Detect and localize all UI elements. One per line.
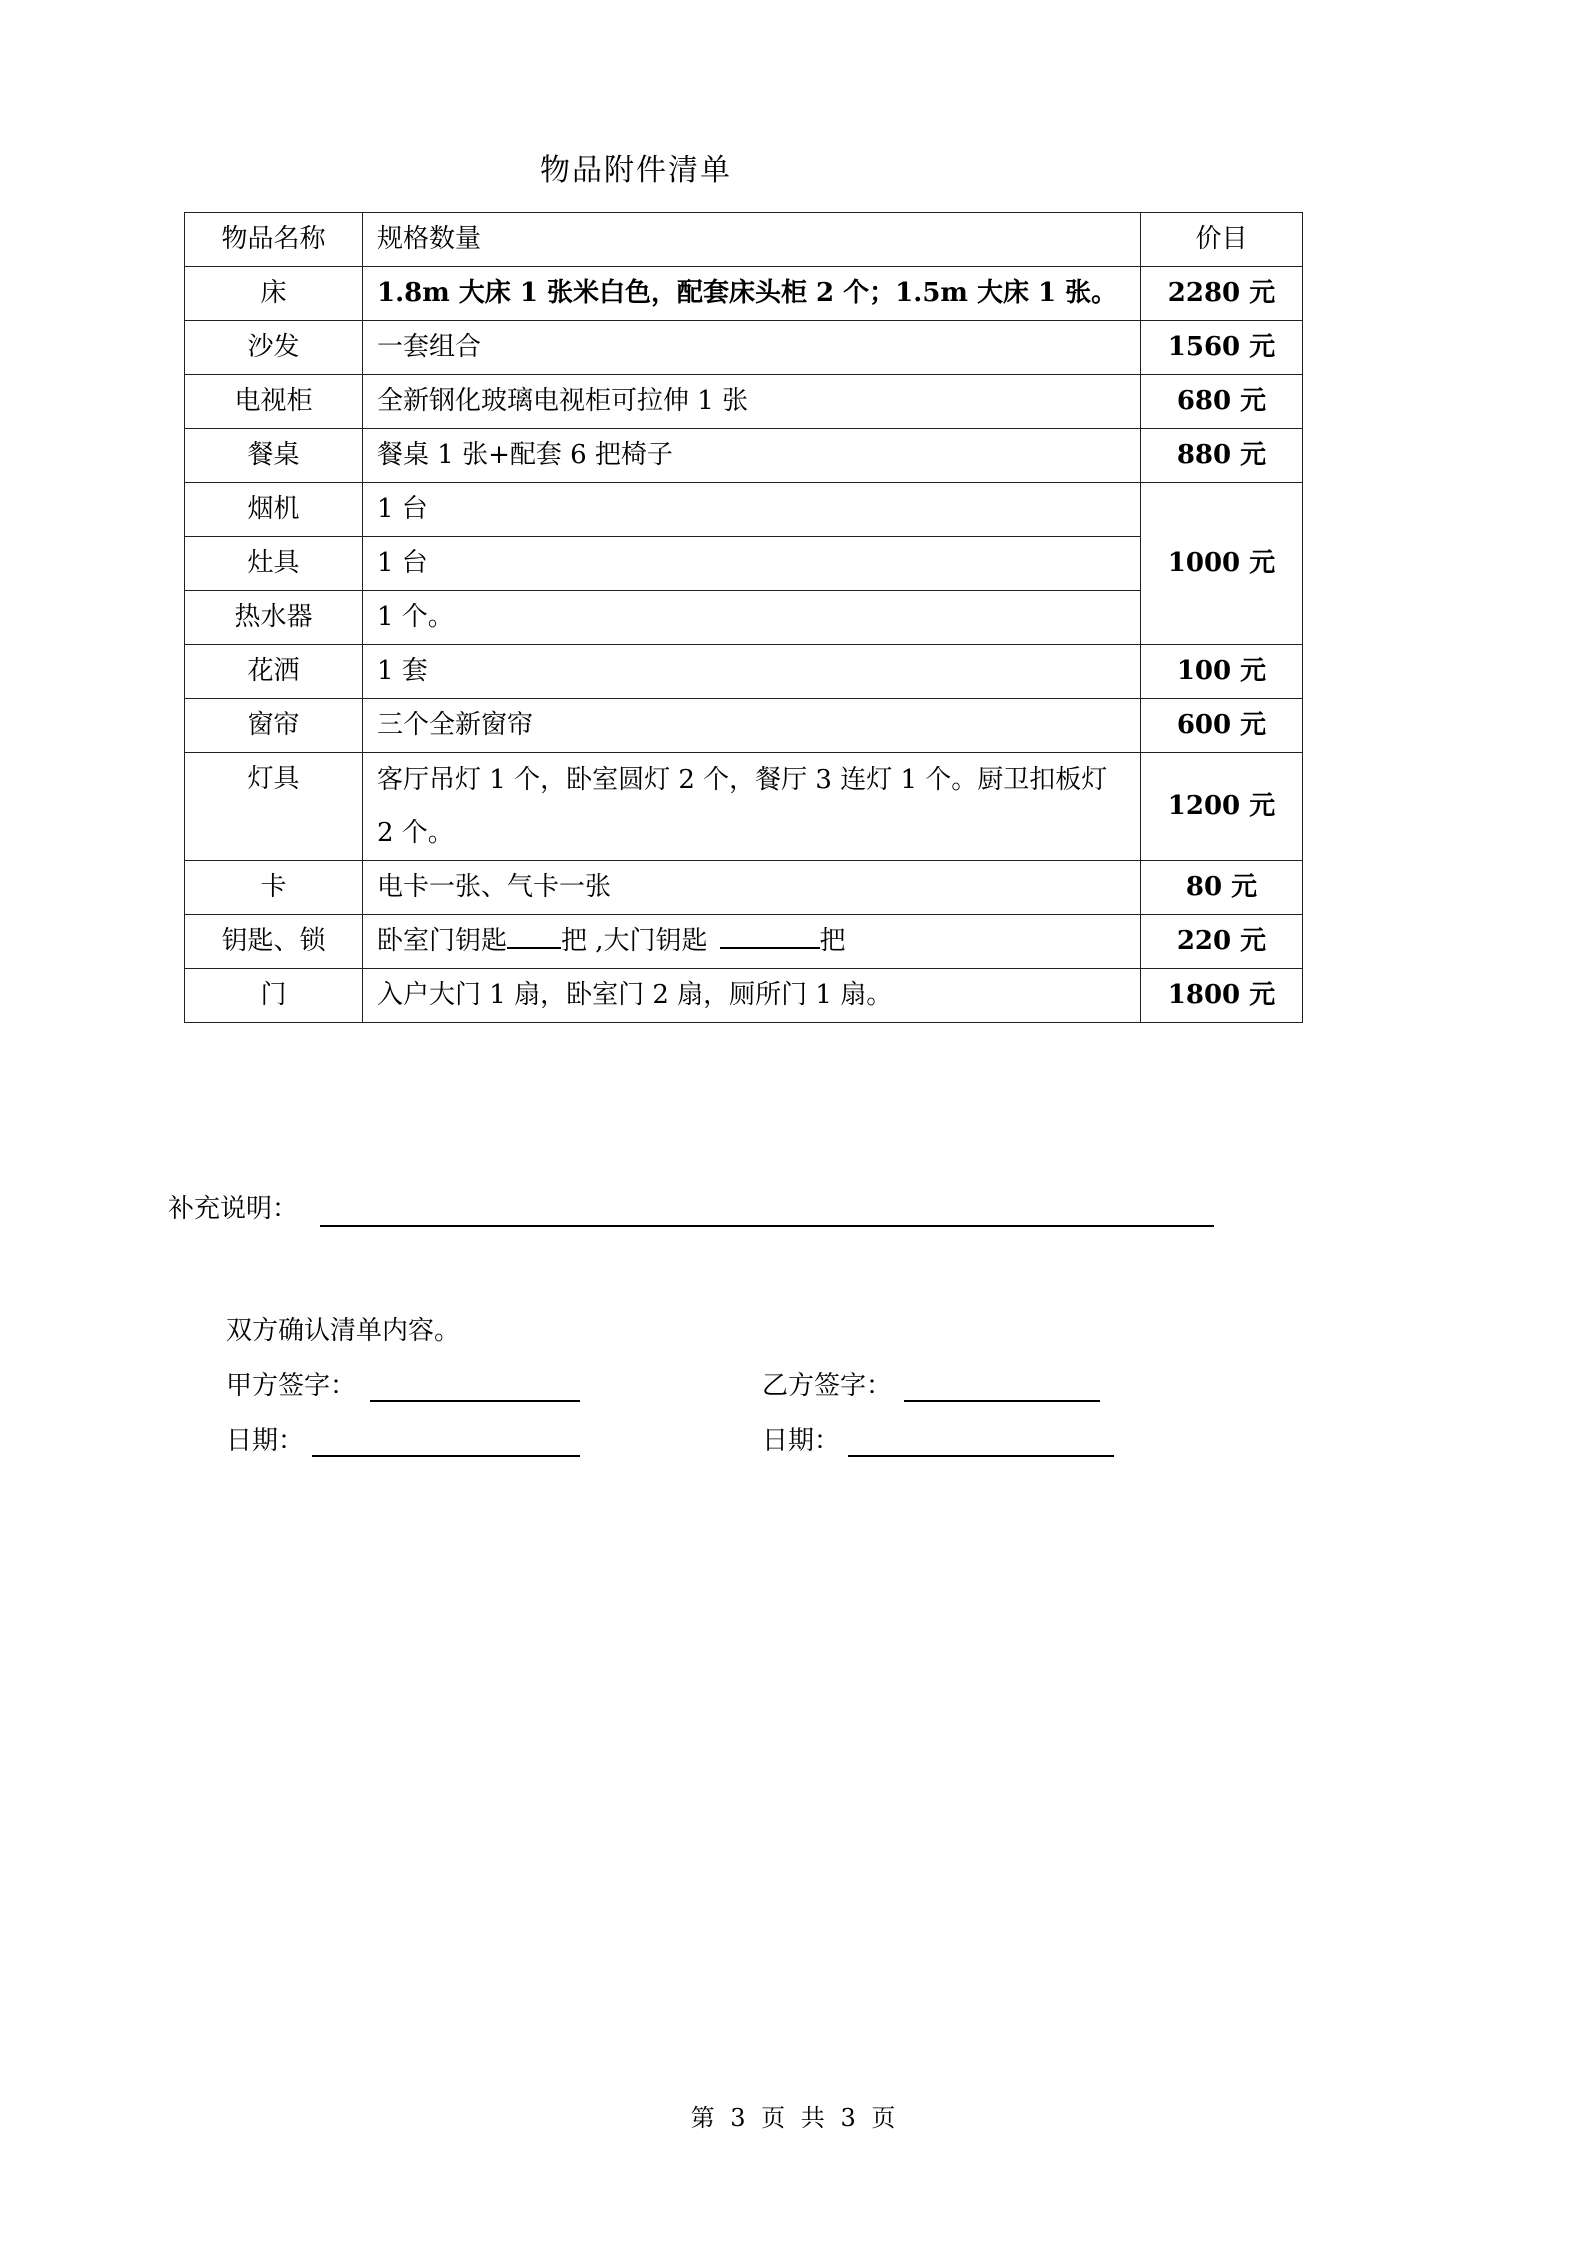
party-a-sign-line[interactable] bbox=[370, 1400, 580, 1402]
item-spec: 一套组合 bbox=[363, 321, 1141, 375]
supplement-label: 补充说明： bbox=[168, 1194, 299, 1224]
party-b-sign-label: 乙方签字： bbox=[762, 1371, 893, 1401]
item-price: 1200 元 bbox=[1141, 753, 1303, 861]
item-name: 餐桌 bbox=[185, 429, 363, 483]
party-b-sign-line[interactable] bbox=[904, 1400, 1100, 1402]
key-unit-label: 把 bbox=[819, 926, 846, 956]
table-row bbox=[185, 969, 1303, 1023]
key-bedroom-blank[interactable] bbox=[507, 917, 561, 949]
item-name: 窗帘 bbox=[185, 699, 363, 753]
item-spec: 入户大门 1 扇，卧室门 2 扇，厕所门 1 扇。 bbox=[363, 969, 1141, 1023]
item-spec: 全新钢化玻璃电视柜可拉伸 1 张 bbox=[363, 375, 1141, 429]
table-row bbox=[185, 861, 1303, 915]
table-row bbox=[185, 375, 1303, 429]
header-item-name: 物品名称 bbox=[185, 213, 363, 267]
party-a-date-line[interactable] bbox=[312, 1455, 580, 1457]
item-price: 1800 元 bbox=[1141, 969, 1303, 1023]
table-row bbox=[185, 645, 1303, 699]
item-price: 880 元 bbox=[1141, 429, 1303, 483]
item-name: 电视柜 bbox=[185, 375, 363, 429]
confirm-text: 双方确认清单内容。 bbox=[226, 1316, 461, 1346]
page-title: 物品附件清单 bbox=[540, 153, 732, 188]
table-row bbox=[185, 753, 1303, 861]
inventory-table bbox=[184, 212, 1303, 1023]
item-price: 220 元 bbox=[1141, 915, 1303, 969]
party-b-date-label: 日期： bbox=[762, 1426, 841, 1456]
table-header-row bbox=[185, 213, 1303, 267]
item-spec: 1 台 bbox=[363, 537, 1141, 591]
item-name: 烟机 bbox=[185, 483, 363, 537]
party-b-date-line[interactable] bbox=[848, 1455, 1114, 1457]
supplement-line[interactable] bbox=[320, 1225, 1214, 1227]
item-price: 80 元 bbox=[1141, 861, 1303, 915]
item-price: 1560 元 bbox=[1141, 321, 1303, 375]
item-name: 灶具 bbox=[185, 537, 363, 591]
table-row bbox=[185, 537, 1303, 591]
item-spec: 1 台 bbox=[363, 483, 1141, 537]
item-price: 2280 元 bbox=[1141, 267, 1303, 321]
item-name: 卡 bbox=[185, 861, 363, 915]
key-main-blank[interactable] bbox=[720, 917, 820, 949]
party-a-date-label: 日期： bbox=[226, 1426, 305, 1456]
key-main-label: 把 ,大门钥匙 bbox=[561, 926, 708, 956]
header-spec: 规格数量 bbox=[363, 213, 1141, 267]
item-spec: 三个全新窗帘 bbox=[363, 699, 1141, 753]
table-row bbox=[185, 699, 1303, 753]
item-name: 钥匙、锁 bbox=[185, 915, 363, 969]
item-name: 床 bbox=[185, 267, 363, 321]
item-price: 100 元 bbox=[1141, 645, 1303, 699]
item-name: 热水器 bbox=[185, 591, 363, 645]
page-footer: 第 3 页 共 3 页 bbox=[690, 2104, 896, 2132]
table-row bbox=[185, 483, 1303, 537]
item-spec: 客厅吊灯 1 个，卧室圆灯 2 个，餐厅 3 连灯 1 个。厨卫扣板灯 2 个。 bbox=[363, 753, 1141, 861]
item-spec: 餐桌 1 张+配套 6 把椅子 bbox=[363, 429, 1141, 483]
table-row bbox=[185, 267, 1303, 321]
item-spec: 1 套 bbox=[363, 645, 1141, 699]
key-bedroom-label: 卧室门钥匙 bbox=[377, 926, 508, 956]
item-price: 600 元 bbox=[1141, 699, 1303, 753]
table-row bbox=[185, 321, 1303, 375]
item-spec bbox=[363, 915, 1141, 969]
item-name: 灯具 bbox=[185, 753, 363, 861]
header-price: 价目 bbox=[1141, 213, 1303, 267]
party-a-sign-label: 甲方签字： bbox=[226, 1371, 357, 1401]
item-spec: 1 个。 bbox=[363, 591, 1141, 645]
item-name: 花洒 bbox=[185, 645, 363, 699]
table-row bbox=[185, 915, 1303, 969]
item-spec: 1.8m 大床 1 张米白色，配套床头柜 2 个；1.5m 大床 1 张。 bbox=[363, 267, 1141, 321]
item-name: 沙发 bbox=[185, 321, 363, 375]
table-row bbox=[185, 591, 1303, 645]
item-spec: 电卡一张、气卡一张 bbox=[363, 861, 1141, 915]
table-row bbox=[185, 429, 1303, 483]
item-name: 门 bbox=[185, 969, 363, 1023]
item-price: 1000 元 bbox=[1141, 483, 1303, 645]
item-price: 680 元 bbox=[1141, 375, 1303, 429]
